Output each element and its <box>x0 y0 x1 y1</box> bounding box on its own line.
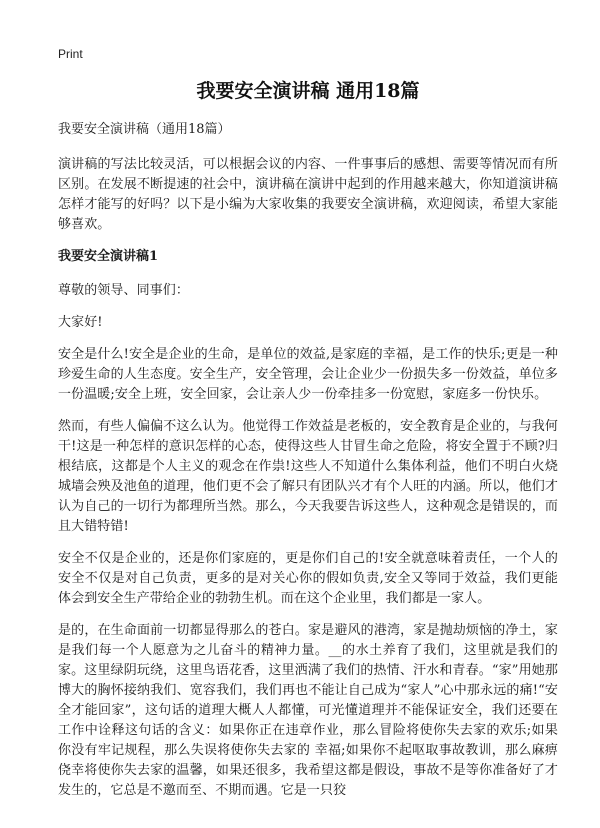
print-link[interactable]: Print <box>58 47 83 61</box>
body-paragraph-4: 是的，在生命面前一切都显得那么的苍白。家是避风的港湾，家是抛劫烦恼的净土，家是我们每一个人愿意为之儿奋斗的精神力量。__的水土养育了我们，这里就是我们的家。这里绿阴玩绕，这里鸟语花香，这里洒满了我们的热情、汗水和青春。“家”用她那博大的胸怀接纳我们、宽容我们，我们再也不能让自己成为“家人”心中那永远的痛!“安全才能回家”，这句话的道理大概人人都懂，可光懂道理并不能保证安全，我们还要在工作中诠释这句话的含义：如果你正在违章作业，那么冒险将使你失去家的欢乐;如果你没有牢记规程，那么失误将使你失去家的 幸福;如果你不起呕取事故教训，那么麻痹侥幸将使你失去家的温馨，如果还很多，我希望这都是假设，事故不是等你准备好了才发生的，它总是不邀而至、不期而遇。它是一只狡 <box>58 623 558 798</box>
greeting-line-2: 大家好! <box>58 315 103 330</box>
body-paragraph-3: 安全不仅是企业的，还是你们家庭的，更是你们自己的!安全就意味着责任，一个人的安全不仅是对自己负责，更多的是对关心你的假如负责,安全又等同于效益，我们更能体会到安全生产带给企业的勃勃生机。而在这个企业里，我们都是一家人。 <box>58 551 558 606</box>
intro-paragraph: 演讲稿的写法比较灵活，可以根据会议的内容、一件事事后的感想、需要等情况而有所区别。在发展不断提速的社会中，演讲稿在演讲中起到的作用越来越大，你知道演讲稿怎样才能写的好吗？以下是小编为大家收集的我要安全演讲稿，欢迎阅读，希望大家能够喜欢。 <box>58 157 558 232</box>
document-body <box>58 78 558 813</box>
greeting-line: 尊敬的领导、同事们： <box>58 283 190 298</box>
body-paragraph-2: 然而，有些人偏偏不这么认为。他觉得工作效益是老板的，安全教育是企业的，与我何干!这是一种怎样的意识怎样的心态，使得这些人甘冒生命之危险，将安全置于不顾?归根结底，这都是个人主义的观念在作祟!这些人不知道什么集体利益，他们不明白火烧城墙会殃及池鱼的道理，他们更不会了解只有团队兴才有个人旺的内涵。所以，他们才认为自己的一切行为都理所当然。那么，今天我要告诉这些人，这种观念是错误的，而且大错特错! <box>58 419 558 534</box>
document-subtitle: 我要安全演讲稿（通用18篇） <box>58 122 231 137</box>
body-paragraph-1: 安全是什么!安全是企业的生命，是单位的效益,是家庭的幸福，是工作的快乐;更是一种珍爱生命的人生态度。安全生产，安全管理，会让企业少一份损失多一份效益，单位多一份温暖;安全上班，安全回家，会让亲人少一份牵挂多一份宽慰，家庭多一份快乐。 <box>58 347 558 402</box>
document-title: 我要安全演讲稿 通用18篇 <box>196 80 420 102</box>
section-heading-1: 我要安全演讲稿1 <box>58 249 159 264</box>
